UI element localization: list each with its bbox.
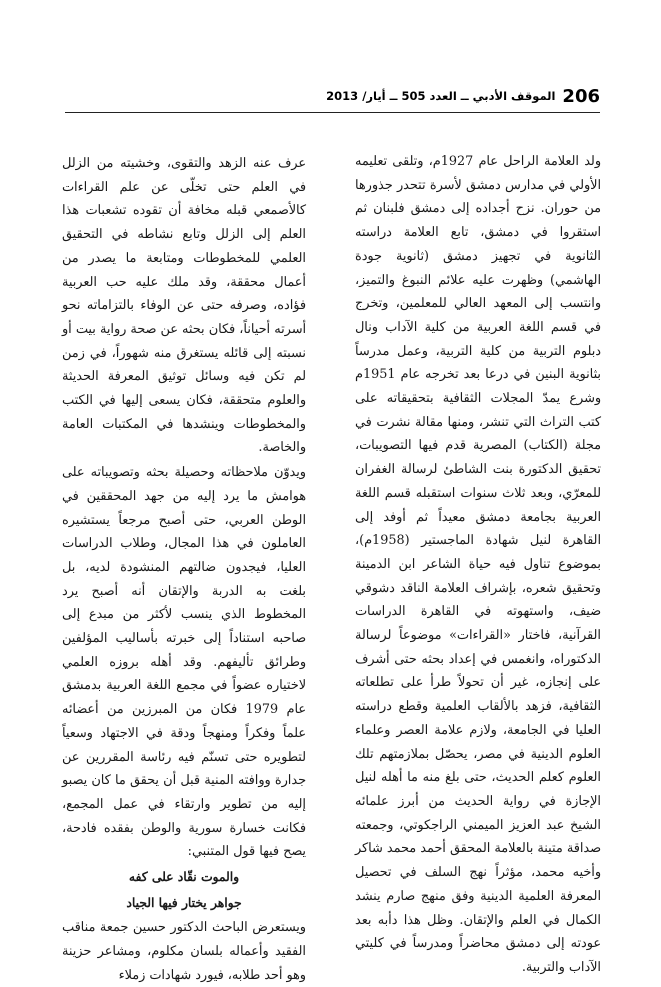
article-paragraph: عرف عنه الزهد والتقوى، وخشيته من الزلل في العلم حتى تخلّى عن علم القراءات كالأصمعي قبله مخافة أن تقوده تشعبات هذا العلم إلى الزلل وتابع نشاطه في التحقيق العلمي للمخطوطات ومتابعة ما يصدر من أعمال محققة، وقد ملك عليه حب العربية فؤاده، وصرفه حتى عن الوفاء بالتزاماته نحو أسرته أحياناً، فكان بحثه عن صحة رواية بيت أو نسبته إلى قائله يستغرق منه شهوراً، في زمن لم تكن فيه وسائل توثيق المعرفة الحديثة والعلوم متحققة، فكان يسعى إليها في الكتب والمخطوطات وينشدها في المكتبات العامة والخاصة. <box>62 156 306 456</box>
article-paragraph: ويستعرض الباحث الدكتور حسين جمعة مناقب الفقيد وأعماله بلسان مكلوم، ومشاعر حزينة وهو أحد طلابه، فيورد شهادات زملاء <box>62 920 306 983</box>
page-number: 206 <box>562 85 600 107</box>
header-divider <box>65 112 600 113</box>
journal-issue-info: الموقف الأدبي ــ العدد 505 ــ أيار/ 2013 <box>326 89 556 103</box>
article-paragraph: ويدوّن ملاحظاته وحصيلة بحثه وتصويباته على هوامش ما يرد إليه من جهد المحققين في الوطن العربي، حتى أصبح مرجعاً يستشيره العاملون في هذا المجال، وطلاب الدراسات العليا، فيجدون ضالتهم المنشودة لديه، بل بلغت به الدربة والإتقان أنه أصبح يرد المخطوط الذي ينسب لأكثر من مبدع إلى صاحبه استناداً إلى خبرته بأساليب المؤلفين وطرائق تأليفهم. وقد أهله بروزه العلمي لاختياره عضواً في مجمع اللغة العربية بدمشق عام 1979 فكان من المبرزين من أعضائه علماً وفكراً ومنهجاً ودقة في الاجتهاد وسعياً لتطويره حتى تسنّم فيه رئاسة المقررين عن جدارة ووافته المنية قبل أن يحقق ما كان يصبو إليه من تطوير وارتقاء في عمل المجمع، فكانت خسارة سورية والوطن بفقده فادحة، يصح فيها قول المتنبي: <box>62 465 306 860</box>
article-paragraph: ولد العلامة الراحل عام 1927م، وتلقى تعليمه الأولي في مدارس دمشق لأسرة تتحدر جذورها من حوران. نزح أجداده إلى دمشق فلبنان ثم استقروا في دمشق، تابع العلامة دراسته الثانوية في تجهيز دمشق (ثانوية جودة الهاشمي) وظهرت عليه علائم النبوغ والتميز، وانتسب إلى المعهد العالي للمعلمين، وتخرج في قسم اللغة العربية من كلية الآداب ونال دبلوم التربية من كلية التربية، وعمل مدرساً بثانوية البنين في درعا بعد تخرجه عام 1951م وشرع يمدّ المجلات الثقافية بتحقيقاته على كتب التراث التي تنشر، ومنها مقالة نشرت في مجلة (الكتاب) المصرية قدم فيها التصويبات، تحقيق الدكتورة بنت الشاطئ لرسالة الغفران للمعرّي، وبعد ثلاث سنوات استقبله قسم اللغة العربية بجامعة دمشق معيداً ثم أوفد إلى القاهرة لنيل شهادة الماجستير (1958م)، بموضوع تناول فيه حياة الشاعر ابن الدمينة وتحقيق شعره، بإشراف العلامة الناقد دشوقي ضيف، واستهوته في القاهرة الدراسات القرآنية، فاختار «القراءات» موضوعاً لرسالة الدكتوراه، وانغمس في إعداد بحثه حتى أشرف على إنجازه، غير أن تحولاً طرأ على تطلعاته الثقافية، فزهد بالألقاب العلمية وقطع دراسته العليا في الجامعة، ولازم علامة العصر وعلماء العلوم الدينية في مصر، يحصّل بملازمتهم تلك العلوم كعلم الحديث، حتى بلغ منه ما أهله لنيل الإجازة في رواية الحديث من أبرز علمائه الشيخ عبد العزيز الميمني الراجكوتي، وجمعته صداقة متينة بالعلامة المحقق أحمد محمد شاكر وأخيه محمد، مؤثراً نهج السلف في تحصيل المعرفة العلمية الدينية وفق منهج صارم ينشد الكمال في العلم والإتقان. وظل هذا دأبه بعد عودته إلى دمشق محاضراً ومدرساً في كليتي الآداب والتربية. <box>355 154 601 975</box>
poetry-verse-line: جواهر يختار فيها الجياد <box>126 895 242 911</box>
page-header <box>326 84 600 108</box>
poetry-verse-line: والموت نقّاد على كفه <box>128 869 240 885</box>
article-column-left <box>62 152 306 987</box>
article-column-right <box>355 150 601 980</box>
